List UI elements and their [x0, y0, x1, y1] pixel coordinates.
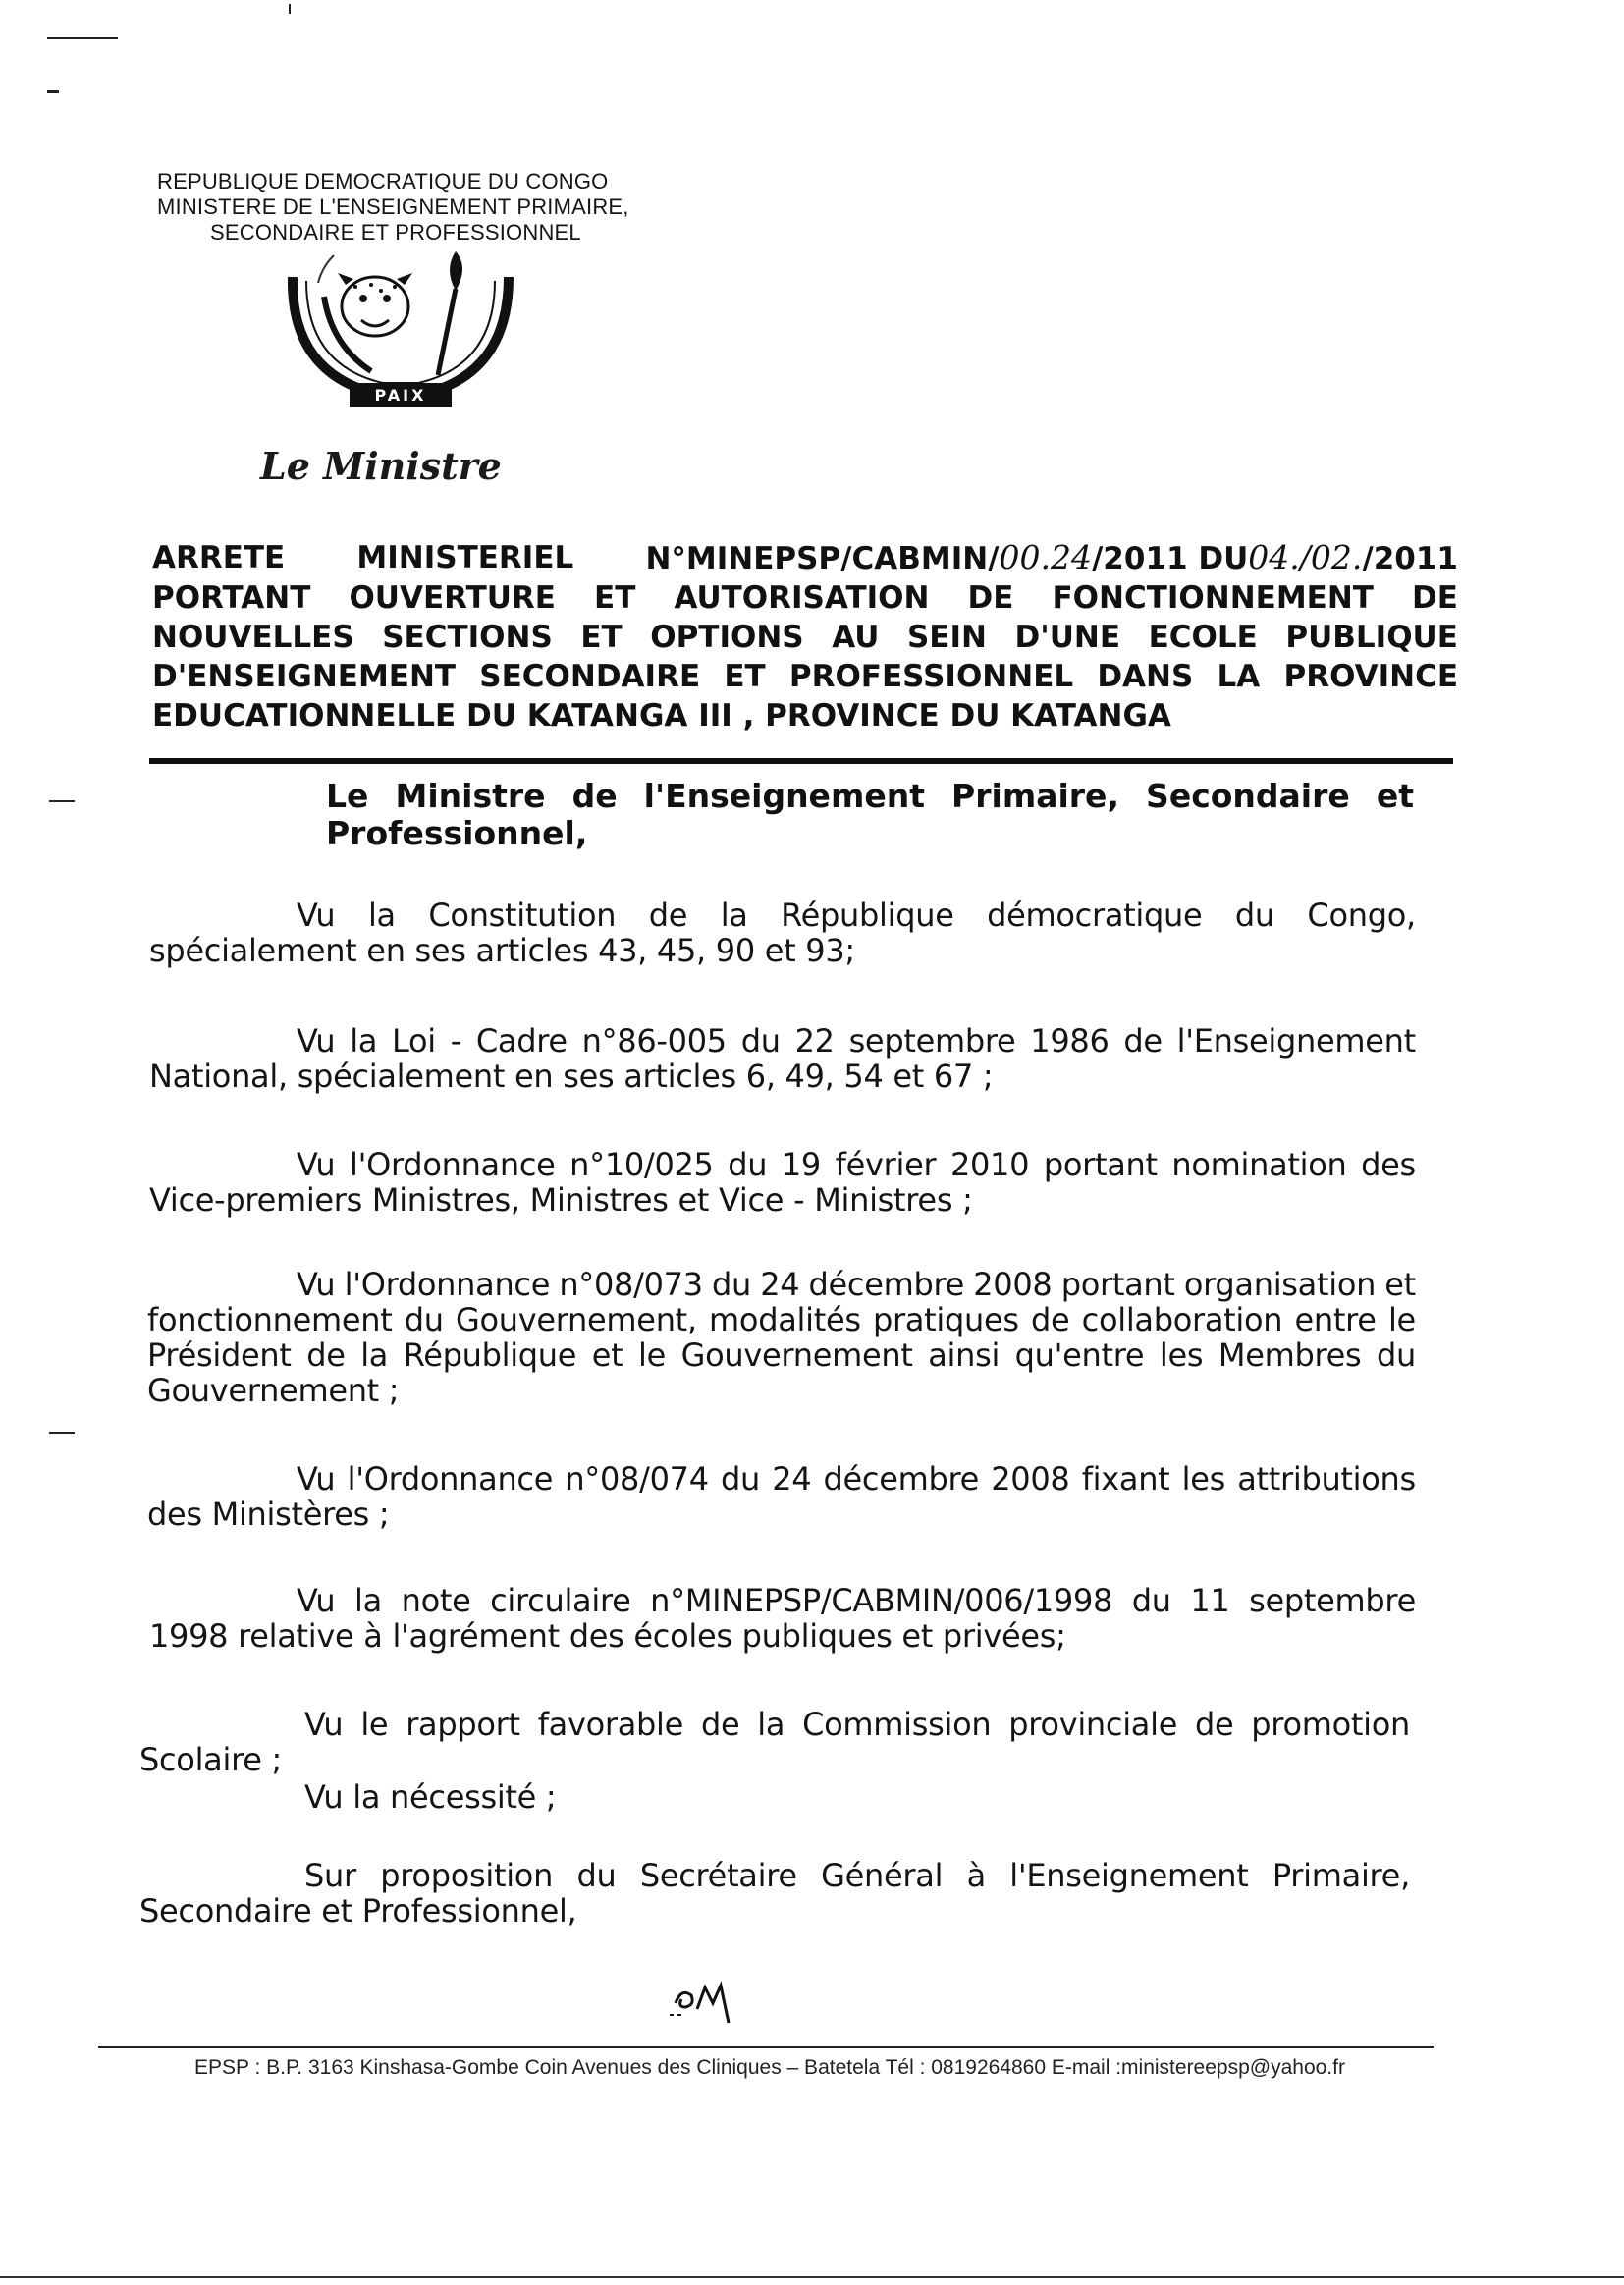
paragraph-word: du [740, 1022, 781, 1060]
paragraph-line: 1998 relative à l'agrément des écoles publiques et privées; [149, 1617, 1066, 1655]
paragraph-proposition [139, 1858, 1410, 1929]
paragraph-word: fixant [1081, 1460, 1170, 1497]
title-word: PROVINCE [1283, 659, 1458, 694]
title-word: DE [1412, 580, 1458, 616]
paragraph-word: le [360, 1706, 389, 1743]
title-word: MINISTERIEL [356, 540, 574, 575]
paragraph-word: 22 [794, 1022, 835, 1060]
title-word: DANS [1097, 659, 1194, 694]
paragraph-word: du [728, 1146, 768, 1183]
intro-word: Secondaire [1146, 777, 1350, 815]
footer-address: EPSP : B.P. 3163 Kinshasa-Gombe Coin Avenues des Cliniques – Batetela Tél : 0819264860 E-mail :ministereepsp@yahoo.fr [194, 2056, 1345, 2079]
paragraph-word: Vu [297, 1266, 336, 1303]
paragraph-word: qu'entre [1014, 1336, 1145, 1374]
intro-word: et [1376, 777, 1414, 815]
decree-title [152, 538, 1458, 735]
paragraph-word: 1986 [1030, 1022, 1110, 1060]
paragraph-word: 2008 [973, 1266, 1053, 1303]
paragraph-first-line [147, 1267, 1416, 1302]
title-reference [645, 538, 1458, 578]
paragraph-word: 24 [760, 1266, 800, 1303]
paragraph-word: organisation [1183, 1266, 1377, 1303]
title-word: SECTIONS [382, 620, 553, 655]
intro-line-1 [326, 778, 1414, 815]
letterhead [157, 169, 766, 245]
title-word: AUTORISATION [674, 580, 930, 616]
paragraph-word: Vu [304, 1706, 344, 1743]
paragraph-first-line: Vu la nécessité ; [304, 1778, 557, 1816]
paragraph-word: 24 [772, 1460, 812, 1497]
intro-word: Primaire, [951, 777, 1119, 815]
minister-signatory: Le Ministre [260, 444, 502, 488]
title-year: /2011 [1091, 541, 1188, 576]
paragraph-line: spécialement en ses articles 43, 45, 90 et 93; [149, 932, 855, 969]
paragraph-word: Gouvernement, [455, 1301, 697, 1338]
paragraph-ordonnance-08-074 [147, 1461, 1416, 1532]
paragraph-word: Vu [297, 897, 336, 934]
paragraph-word: de [1194, 1706, 1234, 1743]
paragraph-word: Secrétaire [639, 1857, 797, 1894]
title-line-3 [152, 618, 1458, 657]
scan-speck [49, 1432, 75, 1434]
paragraph-ordonnance-08-073 [147, 1267, 1416, 1408]
title-year: /2011 [1362, 541, 1458, 576]
paragraph-word: Commission [802, 1706, 992, 1743]
paragraph-word: favorable [537, 1706, 684, 1743]
title-word: ET [724, 659, 766, 694]
title-word: ET [594, 580, 636, 616]
paragraph-loi-cadre [149, 1023, 1416, 1094]
paragraph-word: Vu [297, 1582, 336, 1619]
paragraph-word: du [404, 1301, 444, 1338]
paragraph-line: National, spécialement en ses articles 6, 49, 54 et 67 ; [149, 1058, 994, 1095]
paragraph-word: modalités [709, 1301, 861, 1338]
title-word: PUBLIQUE [1285, 620, 1458, 655]
paragraph-word: 19 [781, 1146, 821, 1183]
intro-word: de [571, 777, 618, 815]
title-line-2 [152, 578, 1458, 618]
title-word: FONCTIONNEMENT [1052, 580, 1374, 616]
paragraph-word: Vu [297, 1460, 336, 1497]
paragraph-word: de [648, 897, 688, 934]
paragraph-line: Scolaire ; [139, 1741, 282, 1778]
paragraph-line: Secondaire et Professionnel, [139, 1892, 577, 1930]
paragraph-word: l'Ordonnance [350, 1146, 556, 1183]
paragraph-word: République [403, 1336, 577, 1374]
intro-word: Ministre [395, 777, 546, 815]
title-reference-prefix: N°MINEPSP/CABMIN/ [645, 541, 1000, 576]
title-line-5-text: EDUCATIONNELLE DU KATANGA III , PROVINCE DU KATANGA [152, 698, 1171, 734]
title-word: LA [1217, 659, 1261, 694]
paragraph-word: du [1234, 897, 1274, 934]
coat-of-arms-emblem [273, 247, 528, 434]
paragraph-word: l'Ordonnance [347, 1460, 554, 1497]
paragraph-line: Vice-premiers Ministres, Ministres et Vice - Ministres ; [149, 1181, 973, 1219]
paragraph-word: les [1159, 1336, 1204, 1374]
paragraph-word: entre [1294, 1301, 1377, 1338]
paragraph-word: septembre [848, 1022, 1016, 1060]
paragraph-word: pratiques [872, 1301, 1019, 1338]
paragraph-word: du [576, 1857, 617, 1894]
paragraph-word: du [720, 1460, 760, 1497]
paragraph-word: la [350, 1022, 378, 1060]
paragraph-word: promotion [1251, 1706, 1410, 1743]
paragraph-word: nomination [1171, 1146, 1347, 1183]
scan-speck [47, 90, 59, 93]
letterhead-ministry-line1: MINISTERE DE L'ENSEIGNEMENT PRIMAIRE, [157, 194, 629, 219]
paragraph-word: attributions [1237, 1460, 1416, 1497]
paragraph-first-line [149, 1583, 1416, 1618]
paragraph-word: septembre [1249, 1582, 1416, 1619]
paragraph-line [147, 1302, 1416, 1337]
title-word: AU [832, 620, 880, 655]
paragraph-word: 2008 [991, 1460, 1070, 1497]
title-word: SEIN [906, 620, 987, 655]
paragraph-rapport [139, 1707, 1410, 1777]
paragraph-word: février [835, 1146, 937, 1183]
paragraph-first-line [139, 1707, 1410, 1742]
paragraph-word: n°08/073 [559, 1266, 703, 1303]
paragraph-word: à [966, 1857, 986, 1894]
letterhead-country: REPUBLIQUE DEMOCRATIQUE DU CONGO [157, 169, 609, 193]
paragraph-word: n°10/025 [569, 1146, 714, 1183]
title-divider [149, 758, 1453, 764]
paragraph-word: et [591, 1336, 623, 1374]
paragraph-word: démocratique [987, 897, 1203, 934]
paragraph-word: portant [1060, 1266, 1175, 1303]
title-line-4 [152, 657, 1458, 696]
paragraph-line: des Ministères ; [147, 1496, 390, 1533]
paragraph-word: le [1387, 1301, 1416, 1338]
paragraph-word: Vu [297, 1022, 336, 1060]
paragraph-word: Gouvernement [680, 1336, 913, 1374]
paragraph-word: - [450, 1022, 461, 1060]
scan-speck [47, 37, 118, 39]
paragraph-word: la [367, 897, 396, 934]
paragraph-first-line [149, 1023, 1416, 1059]
paragraph-word: du [1131, 1582, 1171, 1619]
paragraph-word: Sur [304, 1857, 356, 1894]
title-word: D'ENSEIGNEMENT [152, 659, 457, 694]
paragraph-word: et [1384, 1266, 1416, 1303]
svg-text:PAIX: PAIX [374, 386, 427, 405]
paragraph-word: le [638, 1336, 667, 1374]
paragraph-word: 2010 [949, 1146, 1030, 1183]
paragraph-line: Gouvernement ; [147, 1372, 400, 1409]
paragraph-word: l'Enseignement [1176, 1022, 1416, 1060]
paragraph-word: Primaire, [1272, 1857, 1410, 1894]
handwritten-date: 04./02. [1248, 538, 1363, 576]
paragraph-word: provinciale [1008, 1706, 1178, 1743]
paragraph-word: de [700, 1706, 740, 1743]
paragraph-word: décembre [808, 1266, 965, 1303]
paragraph-word: Vu [297, 1146, 336, 1183]
paragraph-word: Président [147, 1336, 292, 1374]
paragraph-word: rapport [406, 1706, 520, 1743]
paragraph-word: la [354, 1582, 382, 1619]
paragraph-first-line [149, 898, 1416, 933]
paragraph-word: Congo, [1307, 897, 1416, 934]
paragraph-word: du [711, 1266, 751, 1303]
paragraph-word: République [781, 897, 954, 934]
paragraph-first-line [139, 1858, 1410, 1893]
paragraph-note-circulaire [149, 1583, 1416, 1654]
paragraph-word: Général [821, 1857, 944, 1894]
paragraph-word: des [1361, 1146, 1416, 1183]
title-word: ECOLE [1148, 620, 1258, 655]
minister-intro [326, 778, 1414, 852]
paragraph-word: Loi [392, 1022, 436, 1060]
paragraph-necessite [139, 1779, 1410, 1815]
title-word: DE [967, 580, 1014, 616]
title-word: OPTIONS [650, 620, 804, 655]
paragraph-word: 11 [1190, 1582, 1230, 1619]
paragraph-word: ainsi [928, 1336, 1001, 1374]
paragraph-constitution [149, 898, 1416, 968]
title-word: OUVERTURE [349, 580, 556, 616]
intro-word: Le [326, 777, 369, 815]
paragraph-word: l'Enseignement [1009, 1857, 1249, 1894]
footer-divider [98, 2046, 1434, 2048]
intro-word: l'Enseignement [643, 777, 925, 815]
paragraph-first-line [147, 1461, 1416, 1496]
title-word: PROFESSIONNEL [788, 659, 1074, 694]
paragraph-word: n°86-005 [581, 1022, 727, 1060]
paragraph-word: décembre [823, 1460, 980, 1497]
paragraph-word: du [1377, 1336, 1416, 1374]
paragraph-word: la [360, 1336, 389, 1374]
paragraph-word: circulaire [490, 1582, 631, 1619]
paragraph-word: proposition [380, 1857, 554, 1894]
letterhead-ministry-line2: SECONDAIRE ET PROFESSIONNEL [210, 220, 581, 245]
title-du: DU [1198, 541, 1249, 576]
paragraph-word: Constitution [428, 897, 617, 934]
title-word: SECONDAIRE [479, 659, 701, 694]
paragraph-word: de [1123, 1022, 1163, 1060]
paragraph-word: fonctionnement [147, 1301, 393, 1338]
paragraph-word: les [1181, 1460, 1225, 1497]
paragraph-word: n°MINEPSP/CABMIN/006/1998 [650, 1582, 1113, 1619]
paragraph-word: collaboration [1081, 1301, 1283, 1338]
page-bottom-edge [0, 2276, 1624, 2278]
title-line-5 [152, 696, 1458, 735]
paragraph-word: de [1031, 1301, 1070, 1338]
paragraph-word: note [401, 1582, 471, 1619]
paragraph-word: Cadre [475, 1022, 568, 1060]
paragraph-line [147, 1337, 1416, 1373]
scan-speck [289, 4, 291, 14]
intro-line-2: Professionnel, [326, 814, 588, 852]
paragraph-word: n°08/074 [565, 1460, 709, 1497]
title-word: NOUVELLES [152, 620, 354, 655]
paragraph-word: Membres [1218, 1336, 1362, 1374]
title-word: PORTANT [152, 580, 311, 616]
paragraph-word: l'Ordonnance [344, 1266, 551, 1303]
paragraph-word: portant [1043, 1146, 1158, 1183]
title-word: ARRETE [152, 540, 286, 575]
title-line-1 [152, 538, 1458, 578]
paragraph-first-line [149, 1147, 1416, 1182]
title-word: D'UNE [1014, 620, 1121, 655]
initials-signature [668, 1974, 746, 2033]
paragraph-word: la [720, 897, 748, 934]
paragraph-word: de [306, 1336, 346, 1374]
scan-speck [49, 800, 75, 802]
handwritten-ref-number: 00.24 [999, 538, 1092, 576]
paragraph-ordonnance-10-025 [149, 1147, 1416, 1218]
paragraph-word: la [757, 1706, 785, 1743]
title-word: ET [580, 620, 623, 655]
